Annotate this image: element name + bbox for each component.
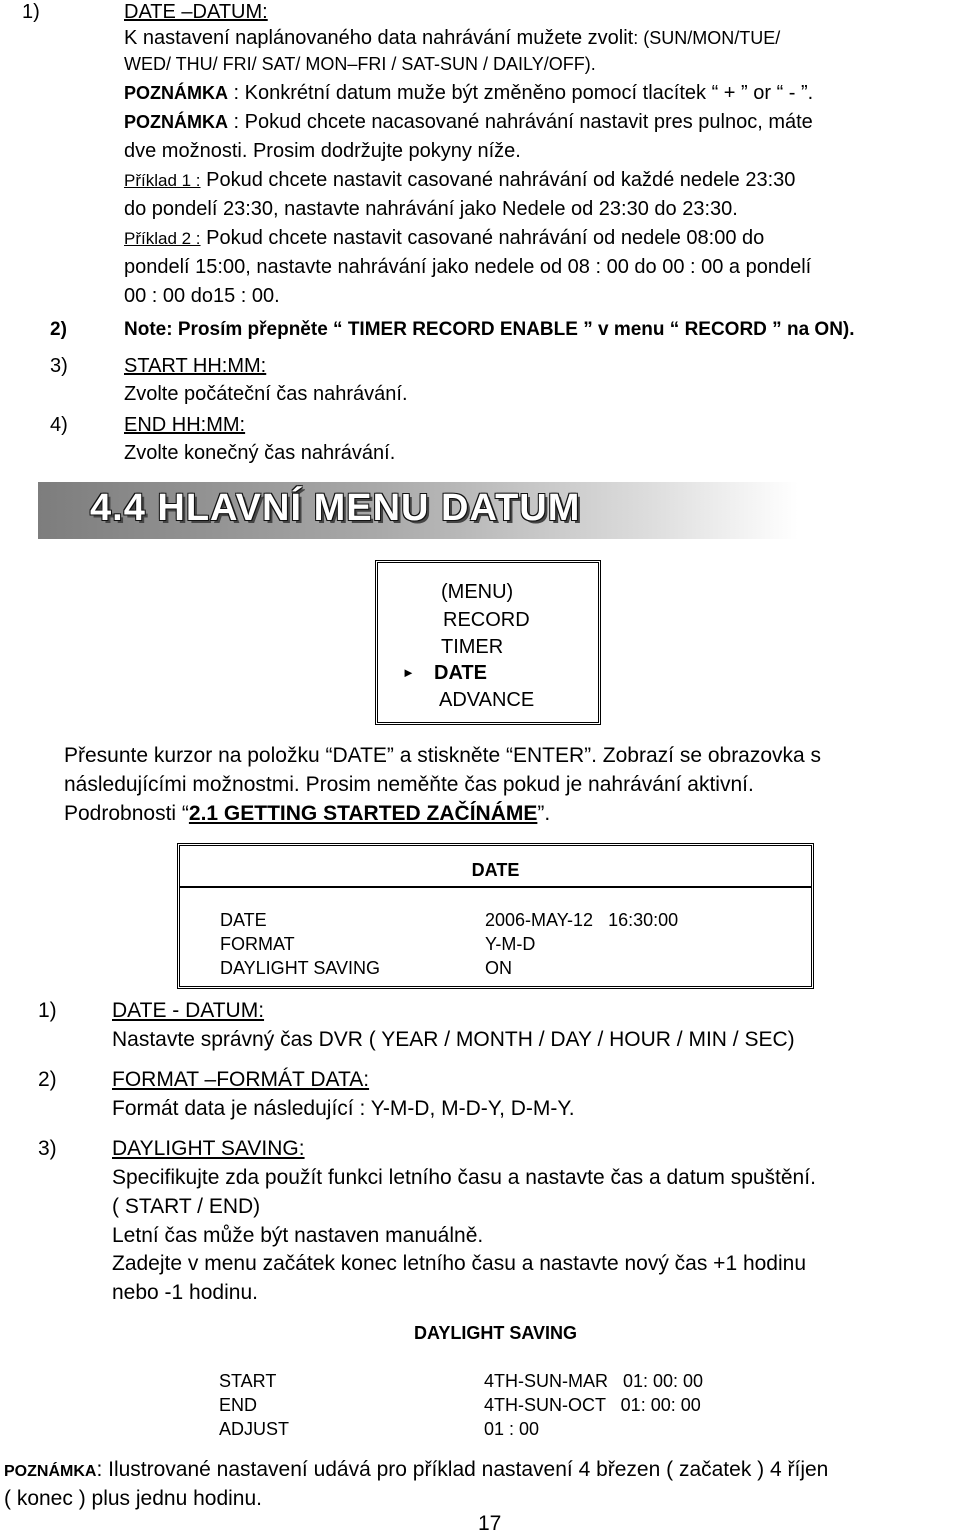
menu-item-record[interactable]: RECORD xyxy=(443,609,530,631)
footer-note-line: POZNÁMKA: Ilustrované nastavení udává pro příklad nastavení 4 březen ( začatek ) 4 říjen xyxy=(4,1458,829,1481)
paragraph-line: Podrobnosti “2.1 GETTING STARTED ZAČÍNÁME”. xyxy=(64,802,551,825)
paragraph-line: Nastavte správný čas DVR ( YEAR / MONTH / DAY / HOUR / MIN / SEC) xyxy=(112,1028,795,1051)
screen-title: DAYLIGHT SAVING xyxy=(413,1323,578,1343)
note-line: POZNÁMKA : Konkrétní datum muže být změněno pomocí tlacítek “ + ” or “ - ”. xyxy=(124,82,814,104)
row-value-end[interactable]: 4TH-SUN-OCT 01: 00: 00 xyxy=(484,1395,701,1415)
item-title-format: FORMAT –FORMÁT DATA: xyxy=(112,1068,370,1091)
paragraph-line: Přesunte kurzor na položku “DATE” a stiskněte “ENTER”. Zobrazí se obrazovka s xyxy=(64,744,822,767)
screen-title: DATE xyxy=(471,860,520,880)
paragraph-line: ( START / END) xyxy=(112,1195,261,1218)
paragraph-line: Zadejte v menu začátek konec letního času a nastavte nový čas +1 hodinu xyxy=(112,1252,807,1275)
reference-link: 2.1 GETTING STARTED ZAČÍNÁME xyxy=(188,802,538,825)
item-number: 3) xyxy=(50,355,68,377)
item-number: 1) xyxy=(22,1,40,23)
paragraph-line: následujícími možnostmi. Prosim neměňte čas pokud je nahrávání aktivní. xyxy=(64,773,754,796)
example-label: Příklad 1 : xyxy=(124,171,201,190)
menu-item-timer[interactable]: TIMER xyxy=(441,636,504,658)
row-label-date: DATE xyxy=(220,910,267,930)
item-number: 2) xyxy=(50,319,67,340)
item-number: 3) xyxy=(38,1137,57,1160)
note-label: POZNÁMKA xyxy=(124,112,228,132)
item-number: 1) xyxy=(38,999,57,1022)
item-title-end: END HH:MM: xyxy=(124,414,246,436)
row-value-start[interactable]: 4TH-SUN-MAR 01: 00: 00 xyxy=(484,1371,704,1391)
row-label-adjust: ADJUST xyxy=(219,1419,290,1439)
item-title-date: DATE - DATUM: xyxy=(112,999,265,1022)
menu-screen xyxy=(375,560,601,725)
note-label: POZNÁMKA xyxy=(124,83,228,103)
example-line: Příklad 2 : Pokud chcete nastavit casované nahrávání od nedele 08:00 do xyxy=(124,227,765,249)
page-number: 17 xyxy=(478,1512,502,1535)
paragraph-line: WED/ THU/ FRI/ SAT/ MON–FRI / SAT-SUN / DAILY/OFF). xyxy=(124,54,596,74)
paragraph-line: pondelí 15:00, nastavte nahrávání jako nedele od 08 : 00 do 00 : 00 a pondelí xyxy=(124,256,812,278)
note-timer-record: Note: Prosím přepněte “ TIMER RECORD ENABLE ” v menu “ RECORD ” na ON). xyxy=(124,319,855,340)
section-heading: 4.4 HLAVNÍ MENU DATUM xyxy=(90,487,581,529)
row-value-date[interactable]: 2006-MAY-12 16:30:00 xyxy=(485,910,679,930)
paragraph-line: dve možnosti. Prosim dodržujte pokyny níže. xyxy=(124,140,521,162)
footer-note-line: ( konec ) plus jednu hodinu. xyxy=(4,1487,262,1510)
cursor-arrow-icon: ► xyxy=(402,665,415,680)
note-label: POZNÁMKA xyxy=(4,1463,97,1480)
date-settings-screen xyxy=(177,843,814,989)
row-label-start: START xyxy=(219,1371,277,1391)
row-label-end: END xyxy=(219,1395,258,1415)
item-number: 4) xyxy=(50,414,68,436)
paragraph-line: K nastavení naplánovaného data nahrávání mužete zvolit: (SUN/MON/TUE/ xyxy=(124,27,781,49)
daylight-saving-screen xyxy=(177,1317,814,1452)
paragraph-line: Formát data je následující : Y-M-D, M-D-Y, D-M-Y. xyxy=(112,1097,575,1120)
paragraph-line: nebo -1 hodinu. xyxy=(112,1281,258,1304)
title-divider xyxy=(180,886,811,888)
menu-item-menu[interactable]: (MENU) xyxy=(441,581,514,603)
paragraph-line: Zvolte počáteční čas nahrávání. xyxy=(124,383,408,405)
note-line: POZNÁMKA : Pokud chcete nacasované nahrávání nastavit pres pulnoc, máte xyxy=(124,111,813,133)
example-label: Příklad 2 : xyxy=(124,229,201,248)
paragraph-line: do pondelí 23:30, nastavte nahrávání jako Nedele od 23:30 do 23:30. xyxy=(124,198,738,220)
item-title-daylight-saving: DAYLIGHT SAVING: xyxy=(112,1137,305,1160)
menu-item-advance[interactable]: ADVANCE xyxy=(439,689,535,711)
item-title-date-datum: DATE –DATUM: xyxy=(124,1,268,23)
row-label-daylight-saving: DAYLIGHT SAVING xyxy=(220,958,381,978)
row-value-format[interactable]: Y-M-D xyxy=(485,934,536,954)
menu-item-date[interactable]: DATE xyxy=(434,662,487,684)
paragraph-line: Specifikujte zda použít funkci letního času a nastavte čas a datum spuštění. xyxy=(112,1166,816,1189)
row-value-daylight-saving[interactable]: ON xyxy=(485,958,512,978)
item-number: 2) xyxy=(38,1068,57,1091)
row-value-adjust[interactable]: 01 : 00 xyxy=(484,1419,540,1439)
paragraph-line: Zvolte konečný čas nahrávání. xyxy=(124,442,396,464)
example-line: Příklad 1 : Pokud chcete nastavit casované nahrávání od každé nedele 23:30 xyxy=(124,169,796,191)
item-title-start: START HH:MM: xyxy=(124,355,267,377)
paragraph-line: Letní čas může být nastaven manuálně. xyxy=(112,1224,484,1247)
row-label-format: FORMAT xyxy=(220,934,295,954)
paragraph-line: 00 : 00 do15 : 00. xyxy=(124,285,280,307)
